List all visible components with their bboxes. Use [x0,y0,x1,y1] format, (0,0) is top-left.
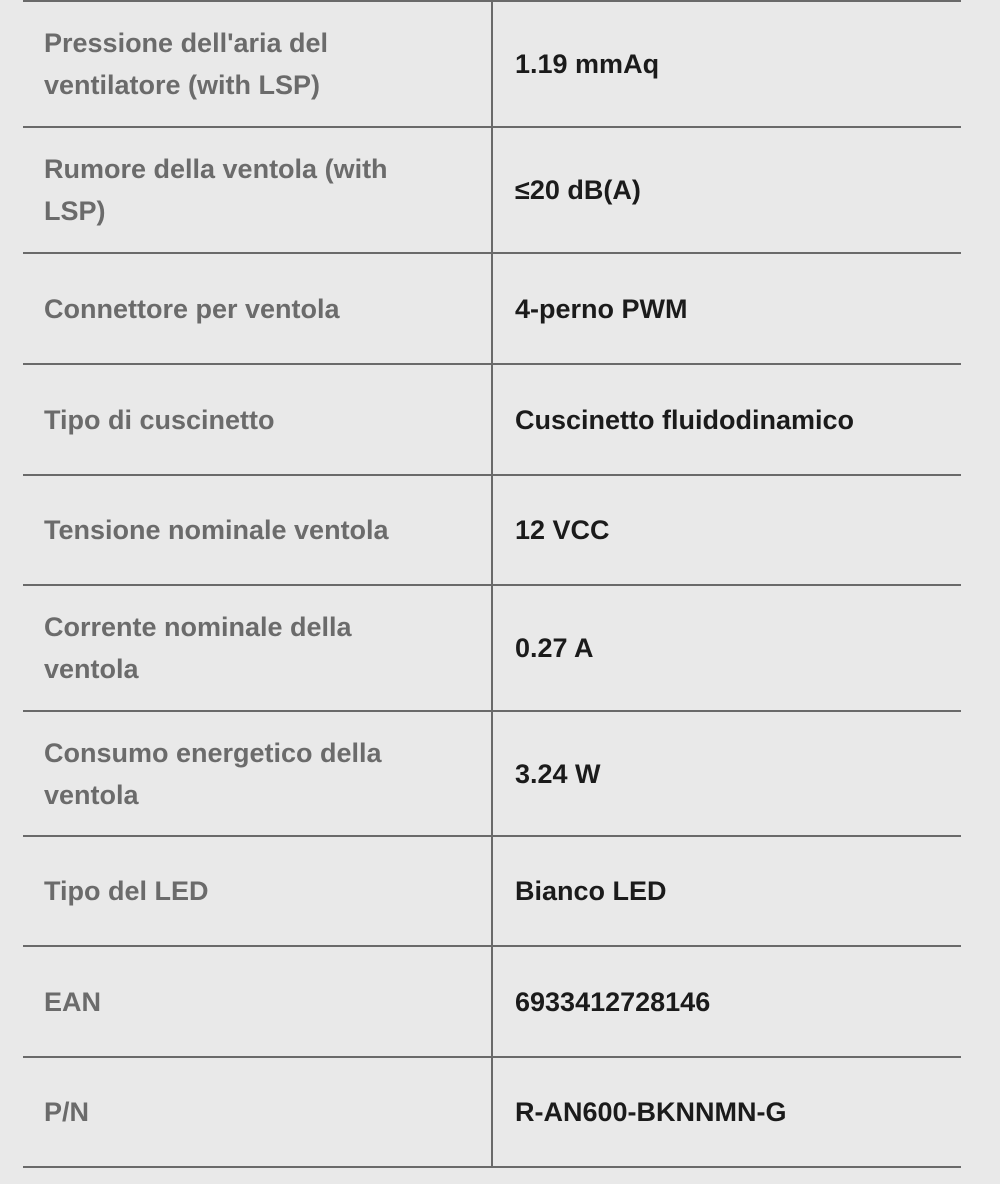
spec-label: Rumore della ventola (with LSP) [44,154,388,226]
spec-label-cell [23,836,492,946]
spec-label: Connettore per ventola [44,293,340,324]
table-row [23,127,961,253]
table-row [23,253,961,364]
spec-label-cell [23,1057,492,1167]
table-row [23,1,961,127]
spec-label: Tensione nominale ventola [44,515,389,545]
spec-label-cell [23,1,492,127]
table-row [23,364,961,475]
spec-label: Consumo energetico della ventola [44,737,382,810]
spec-value: R-AN600-BKNNMN-G [492,1057,961,1167]
spec-value: ≤20 dB(A) [492,127,961,253]
spec-value: 3.24 W [492,711,961,836]
spec-label-cell [23,127,492,253]
spec-value: 1.19 mmAq [492,1,961,127]
table-row [23,1057,961,1167]
spec-value: 12 VCC [492,475,961,585]
spec-label-cell [23,711,492,836]
spec-table [23,0,961,1168]
spec-label: Tipo del LED [44,876,209,906]
spec-value: 0.27 A [492,585,961,711]
spec-label-cell [23,364,492,475]
spec-value: 6933412728146 [492,946,961,1057]
table-row [23,836,961,946]
spec-value: Cuscinetto fluidodinamico [492,364,961,475]
spec-label: P/N [44,1097,90,1127]
spec-label: Corrente nominale della ventola [44,612,352,684]
spec-label: Pressione dell'aria del ventilatore (with LSP) [44,28,329,100]
table-row [23,946,961,1057]
spec-label: EAN [44,986,102,1017]
table-row [23,585,961,711]
table-row [23,711,961,836]
spec-value: 4-perno PWM [492,253,961,364]
table-row [23,475,961,585]
spec-value: Bianco LED [492,836,961,946]
spec-label-cell [23,475,492,585]
spec-label-cell [23,253,492,364]
spec-label-cell [23,946,492,1057]
spec-label: Tipo di cuscinetto [44,404,275,435]
spec-label-cell [23,585,492,711]
